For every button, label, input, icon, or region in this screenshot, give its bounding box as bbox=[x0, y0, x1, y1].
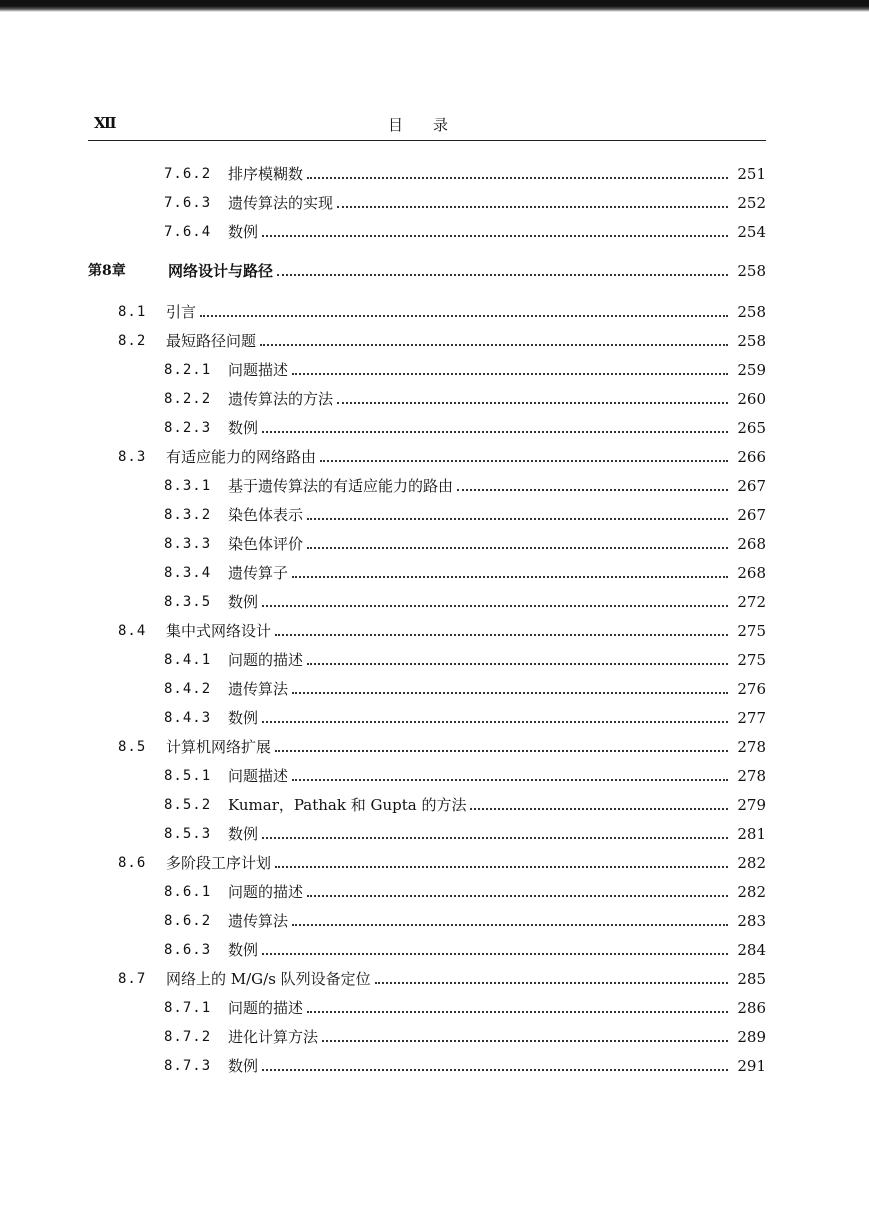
toc-entry-label: 遗传算法的实现 bbox=[228, 194, 334, 212]
toc-entry-label: 引言 bbox=[166, 303, 197, 321]
toc-entry-label: 数例 bbox=[228, 709, 259, 727]
toc-entry[interactable] bbox=[88, 327, 766, 351]
toc-entry[interactable] bbox=[88, 936, 766, 960]
toc-entry-label: 排序模糊数 bbox=[228, 165, 304, 183]
toc-entry-page: 252 bbox=[737, 194, 766, 212]
toc-entry-page: 258 bbox=[737, 262, 766, 280]
toc-entry-number: 8.3.5 bbox=[164, 594, 212, 610]
toc-entry-label: 数例 bbox=[228, 593, 259, 611]
scan-edge-bar bbox=[0, 0, 869, 12]
page-header bbox=[88, 112, 766, 141]
toc-entry-label: 数例 bbox=[228, 941, 259, 959]
toc-entry-number: 8.1 bbox=[118, 304, 147, 320]
dot-leader bbox=[277, 273, 728, 276]
toc-entry[interactable] bbox=[88, 849, 766, 873]
toc-entry[interactable] bbox=[88, 501, 766, 525]
page-number: Ⅻ bbox=[94, 114, 116, 132]
dot-leader bbox=[307, 1010, 728, 1013]
toc-entry-label: 问题的描述 bbox=[228, 999, 304, 1017]
toc-entry-number: 第8章 bbox=[88, 263, 126, 279]
toc-entry-page: 278 bbox=[737, 738, 766, 756]
toc-entry[interactable] bbox=[88, 994, 766, 1018]
toc-entry-number: 8.2 bbox=[118, 333, 147, 349]
dot-leader bbox=[200, 314, 728, 317]
toc-entry-number: 8.4.1 bbox=[164, 652, 212, 668]
toc-entry[interactable] bbox=[88, 820, 766, 844]
toc-entry-label: 网络设计与路径 bbox=[168, 262, 274, 280]
toc-entry-number: 8.4 bbox=[118, 623, 147, 639]
toc-entry-label: 基于遗传算法的有适应能力的路由 bbox=[228, 477, 454, 495]
toc-entry[interactable] bbox=[88, 472, 766, 496]
toc-entry-page: 277 bbox=[737, 709, 766, 727]
toc-entry-page: 291 bbox=[737, 1057, 766, 1075]
toc-entry-number: 8.3.2 bbox=[164, 507, 212, 523]
toc-entry[interactable] bbox=[88, 385, 766, 409]
toc-entry-number: 8.6 bbox=[118, 855, 147, 871]
toc-entry-page: 278 bbox=[737, 767, 766, 785]
toc-entry-page: 281 bbox=[737, 825, 766, 843]
toc-entry-label: 数例 bbox=[228, 419, 259, 437]
toc-entry-number: 8.6.1 bbox=[164, 884, 212, 900]
dot-leader bbox=[307, 662, 728, 665]
toc-entry-label: 集中式网络设计 bbox=[166, 622, 272, 640]
dot-leader bbox=[262, 430, 728, 433]
toc-entry-label: 有适应能力的网络路由 bbox=[166, 448, 317, 466]
toc-entry-number: 8.3.1 bbox=[164, 478, 212, 494]
toc-entry-number: 8.7 bbox=[118, 971, 147, 987]
toc-entry[interactable] bbox=[88, 646, 766, 670]
dot-leader bbox=[292, 923, 728, 926]
dot-leader bbox=[307, 176, 728, 179]
toc-entry-number: 8.7.3 bbox=[164, 1058, 212, 1074]
toc-entry-label: 遗传算法 bbox=[228, 912, 289, 930]
toc-entry-label: 网络上的 M/G/s 队列设备定位 bbox=[166, 970, 371, 988]
toc-entry[interactable] bbox=[88, 414, 766, 438]
toc-entry[interactable] bbox=[88, 257, 766, 281]
toc-entry-number: 8.3.3 bbox=[164, 536, 212, 552]
toc-entry-page: 285 bbox=[737, 970, 766, 988]
toc-entry-number: 7.6.3 bbox=[164, 195, 212, 211]
toc-entry-page: 282 bbox=[737, 854, 766, 872]
toc-entry-label: Kumar，Pathak 和 Gupta 的方法 bbox=[228, 796, 467, 814]
toc-entry-page: 283 bbox=[737, 912, 766, 930]
toc-entry-page: 258 bbox=[737, 332, 766, 350]
toc-entry[interactable] bbox=[88, 878, 766, 902]
dot-leader bbox=[262, 604, 728, 607]
toc-entry[interactable] bbox=[88, 189, 766, 213]
toc-entry[interactable] bbox=[88, 160, 766, 184]
toc-entry[interactable] bbox=[88, 965, 766, 989]
dot-leader bbox=[262, 234, 728, 237]
dot-leader bbox=[275, 865, 728, 868]
toc-entry-page: 284 bbox=[737, 941, 766, 959]
toc-entry[interactable] bbox=[88, 675, 766, 699]
toc-entry-page: 266 bbox=[737, 448, 766, 466]
toc-entry-page: 260 bbox=[737, 390, 766, 408]
toc-entry-number: 8.2.2 bbox=[164, 391, 212, 407]
toc-entry-label: 多阶段工序计划 bbox=[166, 854, 272, 872]
toc-entry-number: 8.2.3 bbox=[164, 420, 212, 436]
dot-leader bbox=[322, 1039, 728, 1042]
dot-leader bbox=[307, 517, 728, 520]
toc-entry-number: 8.6.3 bbox=[164, 942, 212, 958]
toc-entry-number: 8.4.2 bbox=[164, 681, 212, 697]
toc-entry-page: 251 bbox=[737, 165, 766, 183]
toc-entry-label: 数例 bbox=[228, 223, 259, 241]
toc-entry-number: 8.6.2 bbox=[164, 913, 212, 929]
dot-leader bbox=[262, 720, 728, 723]
dot-leader bbox=[457, 488, 728, 491]
toc-entry[interactable] bbox=[88, 559, 766, 583]
toc-entry[interactable] bbox=[88, 1023, 766, 1047]
toc-entry-page: 267 bbox=[737, 506, 766, 524]
dot-leader bbox=[260, 343, 728, 346]
dot-leader bbox=[320, 459, 728, 462]
toc-entry[interactable] bbox=[88, 356, 766, 380]
toc-entry-page: 282 bbox=[737, 883, 766, 901]
toc-entry[interactable] bbox=[88, 704, 766, 728]
toc-entry-page: 272 bbox=[737, 593, 766, 611]
toc-entry-label: 问题的描述 bbox=[228, 883, 304, 901]
toc-entry-page: 275 bbox=[737, 622, 766, 640]
toc-entry-label: 问题描述 bbox=[228, 361, 289, 379]
toc-entry-number: 8.2.1 bbox=[164, 362, 212, 378]
toc-entry[interactable] bbox=[88, 617, 766, 641]
dot-leader bbox=[262, 836, 728, 839]
dot-leader bbox=[307, 546, 728, 549]
toc-entry-page: 276 bbox=[737, 680, 766, 698]
dot-leader bbox=[292, 372, 728, 375]
toc-entry-label: 遗传算法 bbox=[228, 680, 289, 698]
toc-entry-label: 进化计算方法 bbox=[228, 1028, 319, 1046]
toc-entry-page: 259 bbox=[737, 361, 766, 379]
toc-entry-number: 8.5.1 bbox=[164, 768, 212, 784]
toc-entry-page: 268 bbox=[737, 535, 766, 553]
toc-entry-page: 268 bbox=[737, 564, 766, 582]
toc-entry-label: 最短路径问题 bbox=[166, 332, 257, 350]
dot-leader bbox=[307, 894, 728, 897]
toc-entry-label: 问题的描述 bbox=[228, 651, 304, 669]
dot-leader bbox=[262, 1068, 728, 1071]
toc-entry[interactable] bbox=[88, 588, 766, 612]
toc-entry-label: 数例 bbox=[228, 825, 259, 843]
toc-entry-number: 8.5.3 bbox=[164, 826, 212, 842]
dot-leader bbox=[275, 633, 728, 636]
dot-leader bbox=[292, 691, 728, 694]
dot-leader bbox=[292, 575, 728, 578]
dot-leader bbox=[375, 981, 728, 984]
toc-entry-page: 289 bbox=[737, 1028, 766, 1046]
page-title: 目录 bbox=[388, 116, 479, 134]
toc-entry[interactable] bbox=[88, 791, 766, 815]
dot-leader bbox=[337, 401, 728, 404]
toc-entry[interactable] bbox=[88, 218, 766, 242]
toc-entry-label: 遗传算法的方法 bbox=[228, 390, 334, 408]
dot-leader bbox=[262, 952, 728, 955]
toc-entry-label: 计算机网络扩展 bbox=[166, 738, 272, 756]
toc-entry-label: 问题描述 bbox=[228, 767, 289, 785]
toc-entry-label: 数例 bbox=[228, 1057, 259, 1075]
toc-entry-number: 8.4.3 bbox=[164, 710, 212, 726]
toc-entry-number: 8.7.1 bbox=[164, 1000, 212, 1016]
toc-entry[interactable] bbox=[88, 443, 766, 467]
toc-entry-page: 267 bbox=[737, 477, 766, 495]
toc-entry-page: 279 bbox=[737, 796, 766, 814]
dot-leader bbox=[275, 749, 728, 752]
toc-entry-number: 8.5 bbox=[118, 739, 147, 755]
toc-entry[interactable] bbox=[88, 298, 766, 322]
toc-entry-page: 258 bbox=[737, 303, 766, 321]
toc-entry[interactable] bbox=[88, 907, 766, 931]
toc-entry-number: 7.6.4 bbox=[164, 224, 212, 240]
toc-entry-label: 染色体评价 bbox=[228, 535, 304, 553]
toc-entry-number: 7.6.2 bbox=[164, 166, 212, 182]
toc-entry-page: 265 bbox=[737, 419, 766, 437]
toc-entry[interactable] bbox=[88, 733, 766, 757]
dot-leader bbox=[337, 205, 728, 208]
toc-entry-number: 8.5.2 bbox=[164, 797, 212, 813]
toc-entry[interactable] bbox=[88, 762, 766, 786]
toc-entry-label: 遗传算子 bbox=[228, 564, 289, 582]
toc-entry-page: 286 bbox=[737, 999, 766, 1017]
toc-entry-number: 8.3.4 bbox=[164, 565, 212, 581]
toc-entry[interactable] bbox=[88, 1052, 766, 1076]
toc-entry-page: 254 bbox=[737, 223, 766, 241]
toc-entry-label: 染色体表示 bbox=[228, 506, 304, 524]
toc-entry-number: 8.3 bbox=[118, 449, 147, 465]
dot-leader bbox=[292, 778, 728, 781]
toc-entry[interactable] bbox=[88, 530, 766, 554]
toc-entry-number: 8.7.2 bbox=[164, 1029, 212, 1045]
toc-entry-page: 275 bbox=[737, 651, 766, 669]
dot-leader bbox=[470, 807, 728, 810]
